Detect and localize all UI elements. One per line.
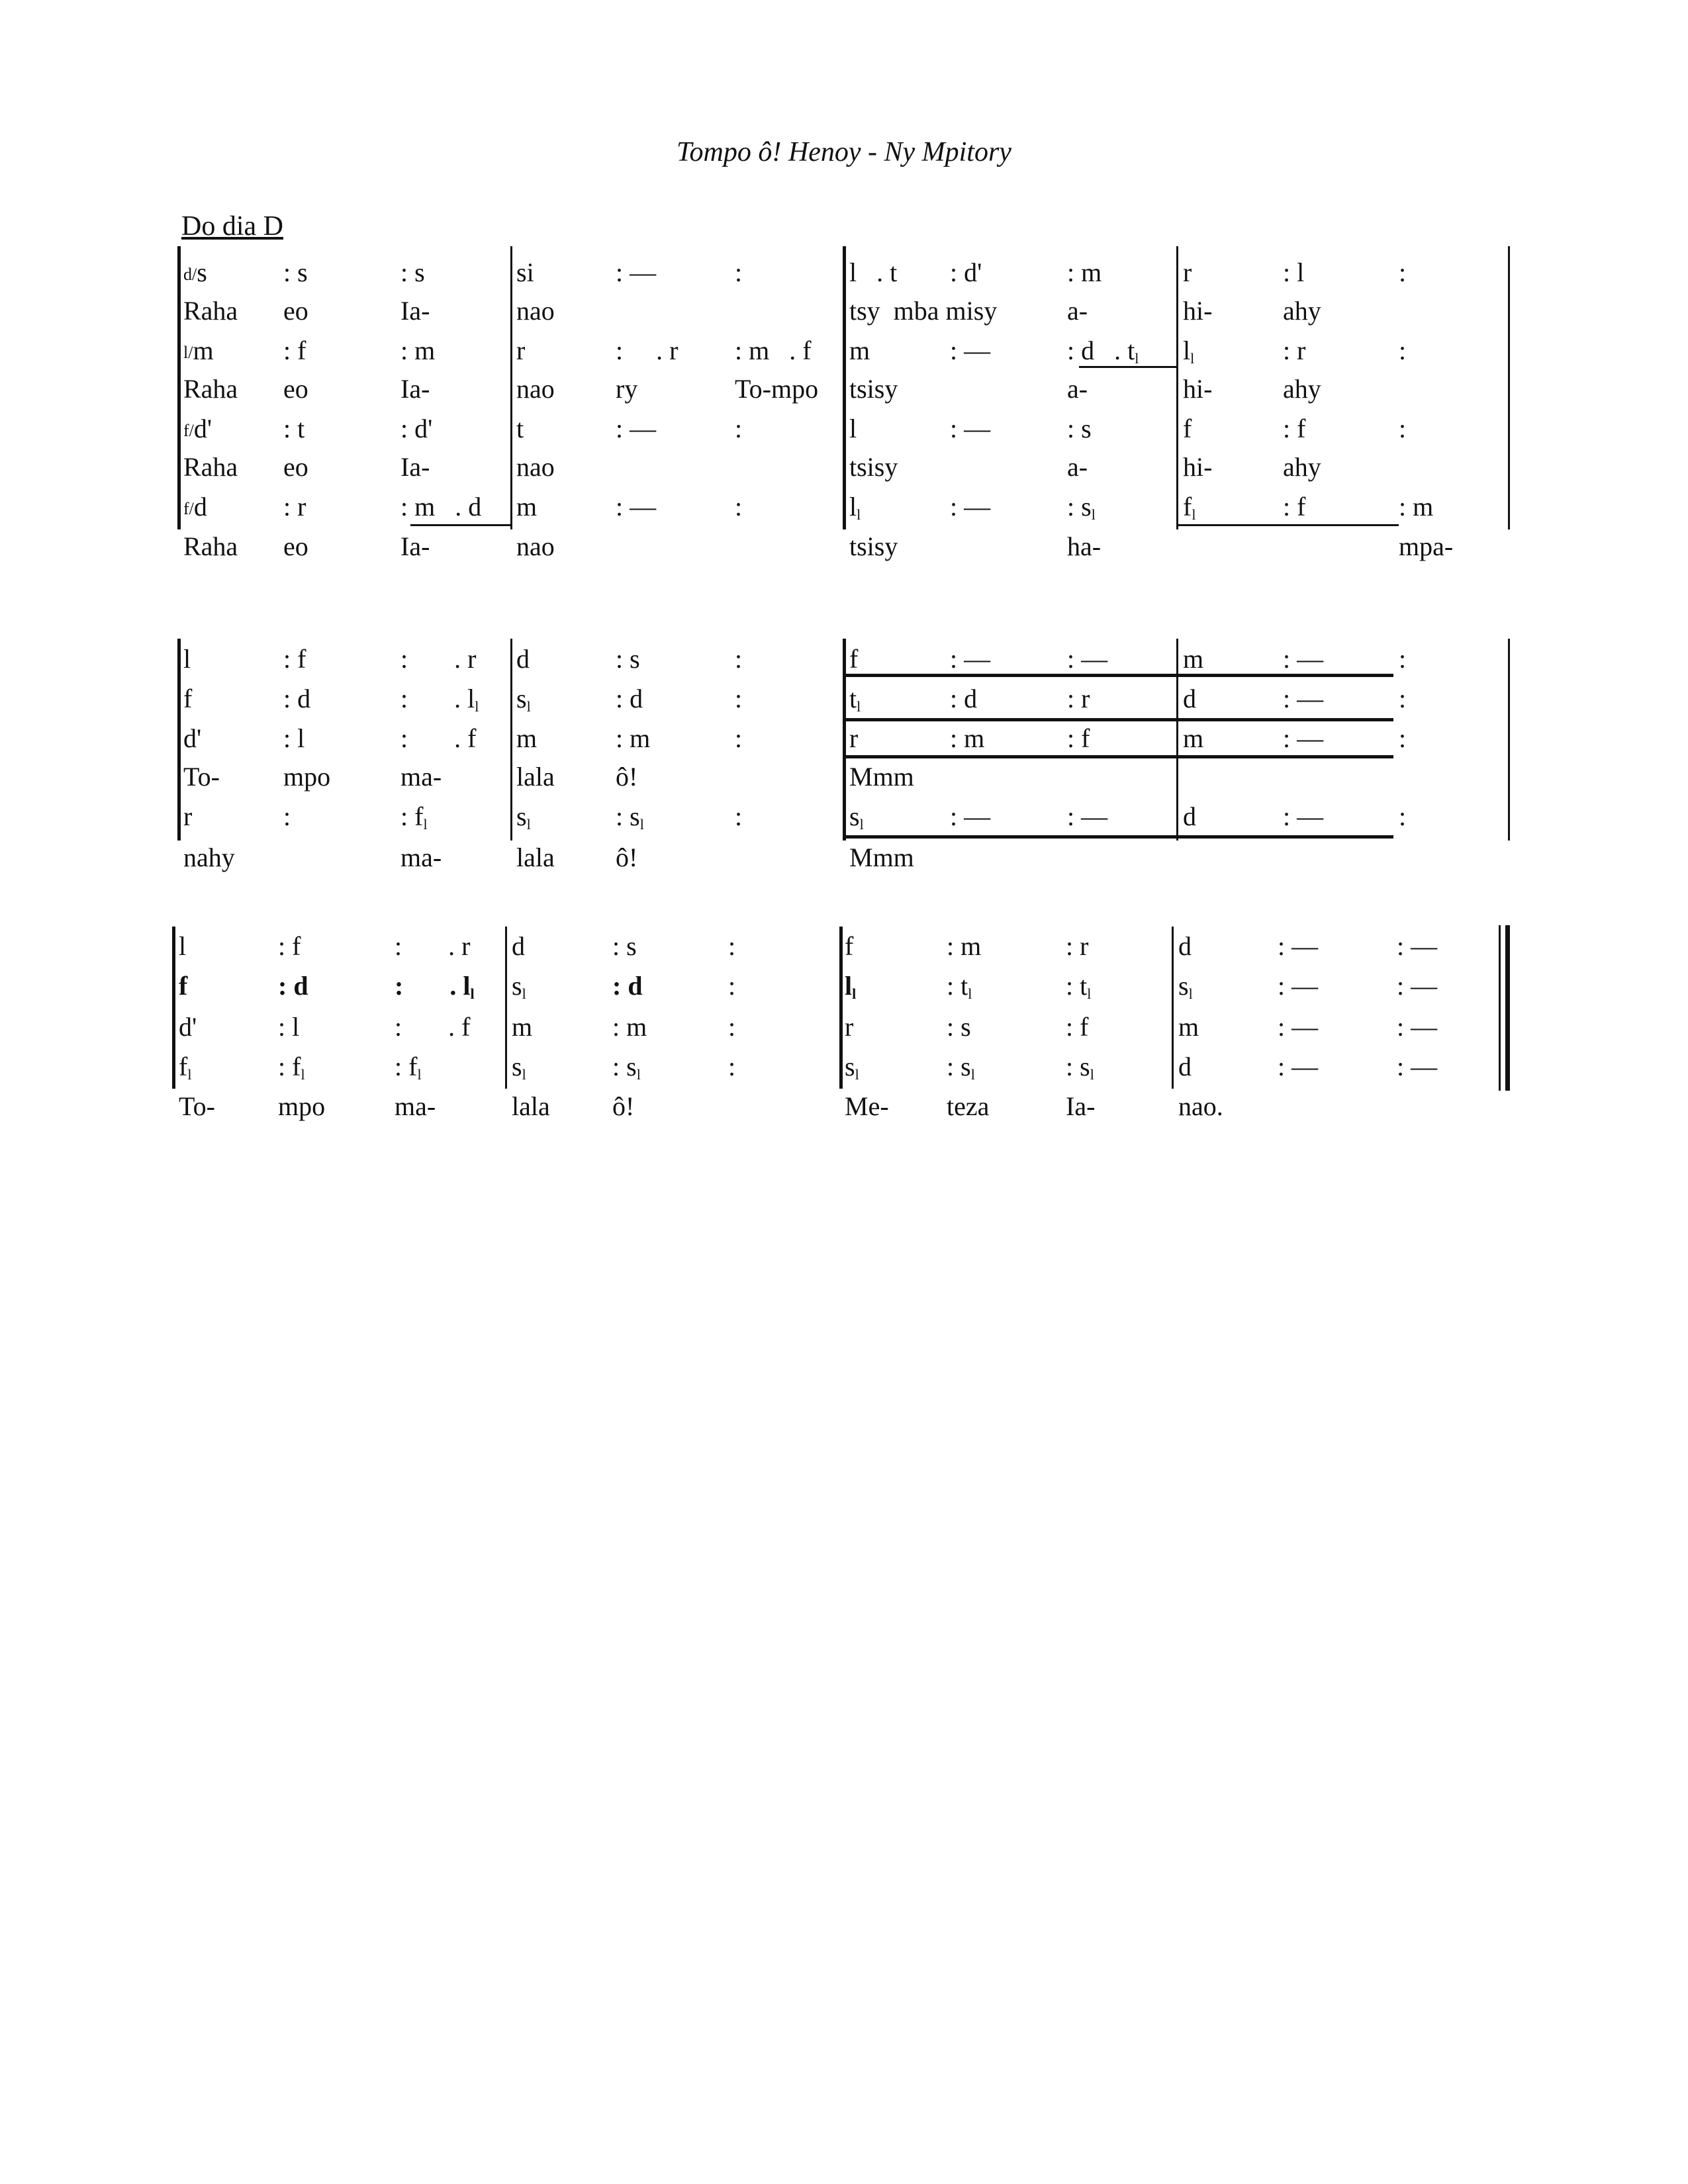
- system3-r2-c7: : s: [947, 1012, 971, 1042]
- octave-mark: l: [526, 816, 531, 833]
- system1-r1-c1: eo: [283, 296, 308, 326]
- system1-r2-c7: : —: [950, 336, 991, 365]
- system3-r4-c8: Ia-: [1066, 1091, 1096, 1121]
- system3-r0-c3: d: [512, 931, 525, 961]
- system3-r4-c9: nao.: [1178, 1091, 1223, 1121]
- system2-r5-c0: nahy: [183, 842, 235, 872]
- system3-r1-c6: $l_l$: [845, 971, 857, 1002]
- system1-r2-c6: m: [849, 336, 870, 365]
- system1-r1-c3: nao: [516, 296, 555, 326]
- system2-r4-c6: $s_l$: [849, 801, 864, 833]
- system2-r1-c0: f: [183, 684, 193, 713]
- octave-mark: l: [1135, 350, 1139, 367]
- system1-left-barline: [177, 246, 181, 529]
- system1-r1-c10: ahy: [1283, 296, 1321, 326]
- system2-r2-c8: : f: [1067, 723, 1090, 753]
- octave-mark: l: [855, 1066, 859, 1083]
- system1-r6-c8: : $s_l$: [1067, 492, 1096, 523]
- system1-r4-c0: f/d': [183, 414, 212, 443]
- system1-r2-c1: : f: [283, 336, 306, 365]
- system3-r2-c8: : f: [1066, 1012, 1089, 1042]
- octave-mark: l: [187, 1066, 192, 1083]
- octave-mark: l: [639, 816, 644, 833]
- system2-r3-c3: lala: [516, 762, 555, 792]
- system3-r3-c11: : —: [1397, 1052, 1438, 1081]
- system1-r5-c9: hi-: [1183, 452, 1213, 482]
- system2-r1-c4: : d: [616, 684, 643, 713]
- system2-barline-2: [510, 639, 512, 841]
- system1-r3-c6: tsisy: [849, 374, 898, 404]
- system3-r4-c6: Me-: [845, 1091, 889, 1121]
- system1-barline-4: [1176, 246, 1178, 529]
- system1-r2-c0: l/m: [183, 336, 214, 365]
- system1-r6-c2: : m . d: [400, 492, 482, 522]
- octave-mark: l: [1188, 985, 1193, 1002]
- system3-r0-c6: f: [845, 931, 854, 961]
- system2-r1-c10: : —: [1283, 684, 1324, 713]
- system1-r3-c2: Ia-: [400, 374, 430, 404]
- system2-r2-c3: m: [516, 723, 538, 753]
- system1-r6-c3: m: [516, 492, 538, 522]
- system2-r4-c9: d: [1183, 801, 1196, 831]
- key-change-prefix: l/: [183, 343, 193, 362]
- system3-r4-c4: ô!: [612, 1091, 635, 1121]
- system1-r5-c10: ahy: [1283, 452, 1321, 482]
- system2-r1-c2: : . $l_l$: [400, 684, 479, 715]
- octave-mark: l: [857, 698, 861, 715]
- system1-r3-c5: To-mpo: [735, 374, 819, 404]
- system1-r3-c9: hi-: [1183, 374, 1213, 404]
- system1-r1-c2: Ia-: [400, 296, 430, 326]
- system2-r1-c5: :: [735, 684, 743, 713]
- system1-r4-c1: : t: [283, 414, 305, 443]
- system1-r2-c2: : m: [400, 336, 436, 365]
- system2-r3-c4: ô!: [616, 762, 638, 792]
- system1-r7-c6: tsisy: [849, 531, 898, 561]
- system1-r3-c8: a-: [1067, 374, 1088, 404]
- system2-r3-c1: mpo: [283, 762, 331, 792]
- octave-mark: l: [857, 506, 861, 523]
- octave-mark: l: [423, 816, 428, 833]
- system3-r1-c0: f: [179, 971, 188, 1001]
- system3-r3-c7: : $s_l$: [947, 1052, 975, 1083]
- system3-r0-c9: d: [1178, 931, 1192, 961]
- system3-r1-c2: : . $l_l$: [395, 971, 475, 1002]
- system2-r4-c10: : —: [1283, 801, 1324, 831]
- system3-r2-c0: d': [179, 1012, 197, 1042]
- system2-r4-c4: : $s_l$: [616, 801, 644, 833]
- system1-barline-3: [843, 246, 846, 529]
- system1-r6-c1: : r: [283, 492, 306, 522]
- system3-final-barline-thick: [1505, 925, 1510, 1091]
- octave-mark: l: [475, 698, 479, 715]
- system1-r6-c7: : —: [950, 492, 991, 522]
- system2-r4-c5: :: [735, 801, 743, 831]
- system2-barline-3: [843, 639, 846, 841]
- octave-mark: l: [852, 985, 857, 1002]
- system2-r1-c11: :: [1399, 684, 1407, 713]
- system1-slur-line-2: [410, 524, 511, 526]
- system3-r2-c4: : m: [612, 1012, 647, 1042]
- system3-r3-c8: : $s_l$: [1066, 1052, 1094, 1083]
- system2-r0-c9: m: [1183, 644, 1204, 674]
- system1-r2-c11: :: [1399, 336, 1407, 365]
- system1-r3-c10: ahy: [1283, 374, 1321, 404]
- system3-barline-4: [1172, 927, 1174, 1089]
- system1-r1-c0: Raha: [183, 296, 238, 326]
- octave-mark: l: [1090, 1066, 1094, 1083]
- system3-r4-c3: lala: [512, 1091, 550, 1121]
- system1-slur-line-1: [1079, 366, 1177, 368]
- system1-r3-c4: ry: [616, 374, 638, 404]
- system3-r2-c2: : . f: [395, 1012, 471, 1042]
- system2-r1-c9: d: [1183, 684, 1196, 713]
- system3-r2-c1: : l: [278, 1012, 300, 1042]
- system2-r0-c7: : —: [950, 644, 991, 674]
- key-change-prefix: f/: [183, 499, 194, 518]
- system1-r4-c3: t: [516, 414, 524, 443]
- system2-r0-c6: f: [849, 644, 859, 674]
- system2-left-barline: [177, 639, 181, 841]
- system3-r3-c2: : $f_l$: [395, 1052, 422, 1083]
- system1-barline-2: [510, 246, 512, 529]
- system2-r0-c8: : —: [1067, 644, 1108, 674]
- system3-barline-2: [505, 927, 507, 1089]
- system2-r2-c1: : l: [283, 723, 305, 753]
- system3-r0-c1: : f: [278, 931, 301, 961]
- system3-r1-c5: :: [728, 971, 736, 1001]
- system1-r6-c11: : m: [1399, 492, 1434, 522]
- system1-r5-c1: eo: [283, 452, 308, 482]
- system1-r4-c9: f: [1183, 414, 1192, 443]
- system3-r3-c4: : $s_l$: [612, 1052, 641, 1083]
- system1-r0-c7: : d': [950, 257, 982, 287]
- system3-r3-c1: : $f_l$: [278, 1052, 305, 1083]
- system2-r1-c3: $s_l$: [516, 684, 531, 715]
- system1-r4-c5: :: [735, 414, 743, 443]
- system1-r7-c11: mpa-: [1399, 531, 1454, 561]
- system2-r2-c6: r: [849, 723, 859, 753]
- system2-r4-c7: : —: [950, 801, 991, 831]
- system1-r6-c0: f/d: [183, 492, 207, 522]
- system1-r7-c3: nao: [516, 531, 555, 561]
- system3-r0-c11: : —: [1397, 931, 1438, 961]
- system3-r2-c10: : —: [1278, 1012, 1319, 1042]
- system1-r0-c8: : m: [1067, 257, 1102, 287]
- system3-r2-c5: :: [728, 1012, 736, 1042]
- system2-r5-c6: Mmm: [849, 842, 914, 872]
- system2-r4-c2: : $f_l$: [400, 801, 428, 833]
- system3-final-barline-thin: [1499, 925, 1501, 1091]
- system1-r4-c11: :: [1399, 414, 1407, 443]
- system1-r0-c6: l . t: [849, 257, 898, 287]
- system2-r2-c2: : . f: [400, 723, 477, 753]
- key-change-prefix: f/: [183, 421, 194, 440]
- system2-r1-c6: $t_l$: [849, 684, 861, 715]
- system1-r5-c8: a-: [1067, 452, 1088, 482]
- system1-r6-c4: : —: [616, 492, 657, 522]
- system2-r2-c0: d': [183, 723, 202, 753]
- system2-r5-c4: ô!: [616, 842, 638, 872]
- system1-right-barline: [1508, 246, 1510, 529]
- system1-r4-c10: : f: [1283, 414, 1306, 443]
- system1-r0-c1: : s: [283, 257, 308, 287]
- system1-r7-c8: ha-: [1067, 531, 1102, 561]
- system1-r1-c8: a-: [1067, 296, 1088, 326]
- system2-r0-c2: : . r: [400, 644, 477, 674]
- octave-mark: l: [417, 1066, 422, 1083]
- system2-box-line-1: [843, 674, 1393, 677]
- key-signature: Do dia D: [181, 211, 283, 242]
- system2-r2-c5: :: [735, 723, 743, 753]
- system1-r4-c6: l: [849, 414, 857, 443]
- system3-r1-c3: $s_l$: [512, 971, 526, 1002]
- system2-r4-c11: :: [1399, 801, 1407, 831]
- system3-r3-c9: d: [1178, 1052, 1192, 1081]
- system1-r3-c0: Raha: [183, 374, 238, 404]
- octave-mark: l: [970, 1066, 975, 1083]
- system3-r4-c2: ma-: [395, 1091, 436, 1121]
- system2-r0-c1: : f: [283, 644, 306, 674]
- system2-r5-c3: lala: [516, 842, 555, 872]
- system1-r5-c0: Raha: [183, 452, 238, 482]
- system3-r2-c6: r: [845, 1012, 854, 1042]
- octave-mark: l: [522, 1066, 526, 1083]
- system1-r6-c10: : f: [1283, 492, 1306, 522]
- octave-mark: l: [526, 698, 531, 715]
- system2-box-line-4: [843, 835, 1393, 839]
- octave-mark: l: [859, 816, 864, 833]
- system3-r0-c8: : r: [1066, 931, 1089, 961]
- system1-r2-c9: $l_l$: [1183, 336, 1195, 367]
- system3-r3-c10: : —: [1278, 1052, 1319, 1081]
- system3-r3-c6: $s_l$: [845, 1052, 859, 1083]
- system2-r1-c7: : d: [950, 684, 978, 713]
- system3-r1-c7: : $t_l$: [947, 971, 972, 1002]
- octave-mark: l: [1091, 506, 1096, 523]
- system1-r6-c5: :: [735, 492, 743, 522]
- system2-box-line-2: [843, 718, 1393, 721]
- system1-r2-c10: : r: [1283, 336, 1306, 365]
- system3-r2-c3: m: [512, 1012, 533, 1042]
- system1-r4-c8: : s: [1067, 414, 1092, 443]
- system2-box-line-3: [843, 755, 1393, 758]
- system2-r0-c0: l: [183, 644, 191, 674]
- system1-r3-c1: eo: [283, 374, 308, 404]
- system3-barline-3: [839, 927, 843, 1089]
- system1-r4-c7: : —: [950, 414, 991, 443]
- system3-r3-c5: :: [728, 1052, 736, 1081]
- system1-r2-c8: : d . $t_l$: [1067, 336, 1139, 367]
- system1-r0-c3: si: [516, 257, 534, 287]
- system2-r2-c10: : —: [1283, 723, 1324, 753]
- system2-right-barline: [1508, 639, 1510, 841]
- system3-r2-c9: m: [1178, 1012, 1199, 1042]
- system2-barline-4: [1176, 639, 1178, 841]
- system2-r3-c6: Mmm: [849, 762, 914, 792]
- system2-r4-c1: :: [283, 801, 291, 831]
- octave-mark: l: [1192, 506, 1196, 523]
- system1-r2-c4: : . r: [616, 336, 679, 365]
- system2-r0-c4: : s: [616, 644, 640, 674]
- system1-r1-c9: hi-: [1183, 296, 1213, 326]
- system3-r0-c4: : s: [612, 931, 637, 961]
- system2-r3-c2: ma-: [400, 762, 442, 792]
- system3-r0-c2: : . r: [395, 931, 471, 961]
- system2-r4-c3: $s_l$: [516, 801, 531, 833]
- octave-mark: l: [1087, 985, 1092, 1002]
- system3-r0-c7: : m: [947, 931, 982, 961]
- system1-r2-c5: : m . f: [735, 336, 812, 365]
- system2-r2-c9: m: [1183, 723, 1204, 753]
- system1-r5-c2: Ia-: [400, 452, 430, 482]
- system1-r5-c6: tsisy: [849, 452, 898, 482]
- system3-r4-c0: To-: [179, 1091, 215, 1121]
- system1-r0-c4: : —: [616, 257, 657, 287]
- system3-r4-c1: mpo: [278, 1091, 326, 1121]
- octave-mark: l: [470, 985, 475, 1002]
- page-title: Tompo ô! Henoy - Ny Mpitory: [677, 137, 1011, 167]
- system3-r4-c7: teza: [947, 1091, 990, 1121]
- system3-r0-c10: : —: [1278, 931, 1319, 961]
- system2-r2-c7: : m: [950, 723, 985, 753]
- system2-r5-c2: ma-: [400, 842, 442, 872]
- system1-r1-c6: tsy mba misy: [849, 296, 998, 326]
- system3-r1-c4: : d: [612, 971, 643, 1001]
- system3-r1-c1: : d: [278, 971, 308, 1001]
- system3-left-barline: [172, 927, 175, 1089]
- system2-r0-c3: d: [516, 644, 530, 674]
- octave-mark: l: [301, 1066, 305, 1083]
- system3-r1-c9: $s_l$: [1178, 971, 1193, 1002]
- system1-r0-c0: d/s: [183, 257, 207, 287]
- system3-r0-c5: :: [728, 931, 736, 961]
- octave-mark: l: [522, 985, 526, 1002]
- system1-slur-line-3: [1176, 524, 1399, 526]
- system1-r0-c10: : l: [1283, 257, 1305, 287]
- system3-r1-c11: : —: [1397, 971, 1438, 1001]
- system1-r4-c2: : d': [400, 414, 433, 443]
- system2-r4-c0: r: [183, 801, 193, 831]
- system2-r2-c11: :: [1399, 723, 1407, 753]
- system2-r1-c1: : d: [283, 684, 311, 713]
- system1-r6-c9: $f_l$: [1183, 492, 1196, 523]
- system2-r2-c4: : m: [616, 723, 651, 753]
- system1-r3-c3: nao: [516, 374, 555, 404]
- system1-r6-c6: $l_l$: [849, 492, 861, 523]
- system3-r3-c3: $s_l$: [512, 1052, 526, 1083]
- system3-r0-c0: l: [179, 931, 187, 961]
- system1-r0-c9: r: [1183, 257, 1192, 287]
- system2-r3-c0: To-: [183, 762, 220, 792]
- system1-r0-c2: : s: [400, 257, 425, 287]
- key-change-prefix: d/: [183, 265, 197, 284]
- system1-r2-c3: r: [516, 336, 526, 365]
- system1-r4-c4: : —: [616, 414, 657, 443]
- octave-mark: l: [636, 1066, 641, 1083]
- system3-r1-c10: : —: [1278, 971, 1319, 1001]
- system1-r0-c11: :: [1399, 257, 1407, 287]
- system1-r7-c0: Raha: [183, 531, 238, 561]
- system3-r1-c8: : $t_l$: [1066, 971, 1092, 1002]
- system1-r5-c3: nao: [516, 452, 555, 482]
- system1-r0-c5: :: [735, 257, 743, 287]
- system2-r0-c11: :: [1399, 644, 1407, 674]
- system3-r2-c11: : —: [1397, 1012, 1438, 1042]
- system2-r0-c5: :: [735, 644, 743, 674]
- system2-r4-c8: : —: [1067, 801, 1108, 831]
- system2-r1-c8: : r: [1067, 684, 1090, 713]
- system2-r0-c10: : —: [1283, 644, 1324, 674]
- system1-r7-c1: eo: [283, 531, 308, 561]
- system1-r7-c2: Ia-: [400, 531, 430, 561]
- octave-mark: l: [968, 985, 972, 1002]
- system3-r3-c0: $f_l$: [179, 1052, 192, 1083]
- octave-mark: l: [1190, 350, 1195, 367]
